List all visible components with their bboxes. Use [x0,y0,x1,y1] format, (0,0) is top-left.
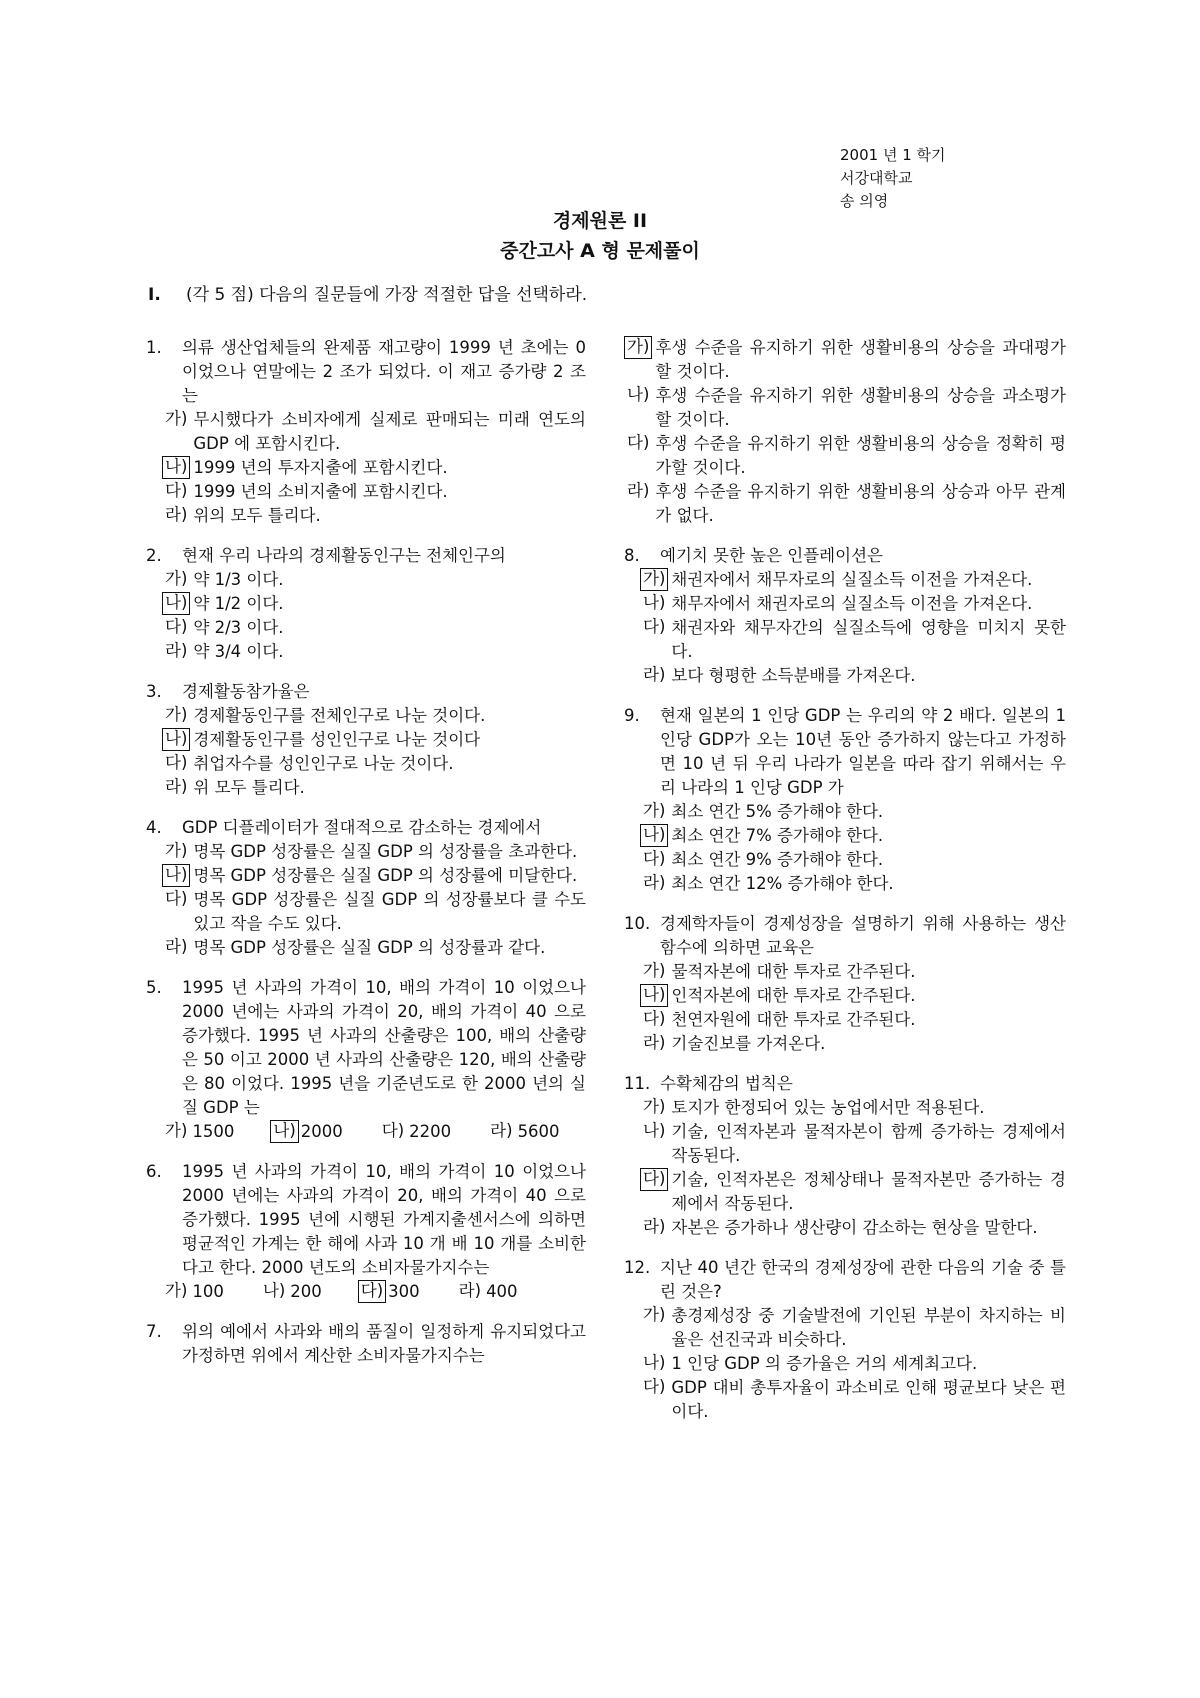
option [146,840,586,864]
option-text: 토지가 한정되어 있는 농업에서만 적용된다. [671,1098,985,1117]
option [624,1120,1066,1168]
option-mark: 다) [165,617,188,636]
option-text: 1999 년의 투자지출에 포함시킨다. [193,458,448,477]
answer-mark: 나) [162,864,190,887]
option-mark: 다) [643,1377,666,1396]
option [624,1168,1066,1216]
option-mark: 나) [262,1281,286,1300]
question-text: GDP 디플레이터가 절대적으로 감소하는 경제에서 [182,818,542,837]
option-mark: 라) [165,937,188,956]
option-text: 위 모두 틀리다. [193,778,305,797]
option-text: 위의 모두 틀리다. [193,506,321,525]
question-number: 1. [146,338,162,357]
question-number: 9. [624,706,640,725]
option [379,1120,451,1144]
question-10 [624,912,1066,960]
option-mark: 나) [627,385,650,404]
option-text: 400 [486,1282,518,1301]
option [146,776,586,800]
answer-mark: 나) [640,984,668,1007]
semester: 2001 년 1 학기 [840,146,946,164]
option [162,1120,234,1144]
option-text: 최소 연간 12% 증가해야 한다. [671,874,894,893]
option [624,616,1066,664]
option-text: 보다 형평한 소득분배를 가져온다. [671,666,916,685]
instruction-text: (각 5 점) 다음의 질문들에 가장 적절한 답을 선택하라. [186,285,588,305]
answer-mark: 나) [162,592,190,615]
option-text: 2200 [409,1122,452,1141]
option-mark: 가) [643,801,666,820]
option [146,888,586,936]
question-1 [146,336,586,408]
option [624,984,1066,1008]
option-mark: 다) [381,1121,405,1140]
option [146,504,586,528]
option-text: 자본은 증가하나 생산량이 감소하는 현상을 말한다. [671,1218,1038,1237]
question-number: 5. [146,978,162,997]
question-3 [146,680,586,704]
option-text: 100 [192,1282,224,1301]
question-5 [146,976,586,1120]
option [146,568,586,592]
question-text: 현재 일본의 1 인당 GDP 는 우리의 약 2 배다. 일본의 1인당 GDP가 오는 10년 동안 증가하지 않는다고 가정하면 10 년 뒤 우리 나라가 일본을 따라 잡기 위해서는 우리 나라의 1 인당 GDP 가 [660,706,1066,797]
option [624,1216,1066,1240]
option-text: 후생 수준을 유지하기 위한 생활비용의 상승을 정확히 평가할 것이다. [655,434,1066,477]
option-mark: 나) [643,593,666,612]
option [487,1120,559,1144]
question-number: 11. [624,1074,651,1093]
option [146,408,586,456]
course-header [840,144,946,213]
option-text: 채권자와 채무자간의 실질소득에 영향을 미치지 못한다. [671,618,1066,661]
option-text: 후생 수준을 유지하기 위한 생활비용의 상승을 과대평가할 것이다. [655,338,1066,381]
option-mark: 라) [643,1033,666,1052]
option-text: 2000 [300,1122,343,1141]
option-mark: 가) [165,705,188,724]
question-text: 1995 년 사과의 가격이 10, 배의 가격이 10 이었으나 2000 년에는 사과의 가격이 20, 배의 가격이 40 으로 증가했다. 1995 년 사과의 산출량은 100, 배의 산출량은 50 이고 2000 년 사과의 산출량은 120, 배의 산출량은 80 이었다. 1995 년을 기준년도로 한 2000 년의 실질 GDP 는 [182,978,586,1117]
option [624,824,1066,848]
option-mark: 다) [643,1009,666,1028]
option [624,336,1066,384]
option-text: 무시했다가 소비자에게 실제로 판매되는 미래 연도의 GDP 에 포함시킨다. [193,410,586,453]
option [624,592,1066,616]
option [456,1280,518,1304]
option [624,432,1066,480]
question-number: 3. [146,682,162,701]
option [624,960,1066,984]
title-line-2: 중간고사 A 형 문제풀이 [500,240,700,262]
option-text: 최소 연간 9% 증가해야 한다. [671,850,884,869]
option [624,1032,1066,1056]
question-text: 경제학자들이 경제성장을 설명하기 위해 사용하는 생산함수에 의하면 교육은 [660,914,1066,957]
question-number: 8. [624,546,640,565]
option-text: 취업자수를 성인인구로 나눈 것이다. [193,754,454,773]
question-4 [146,816,586,840]
question-9 [624,704,1066,800]
option-mark: 다) [643,849,666,868]
option [624,1008,1066,1032]
option [624,1304,1066,1352]
question-6 [146,1160,586,1280]
option-text: 인적자본에 대한 투자로 간주된다. [671,986,916,1005]
answer-mark: 가) [624,336,652,359]
question-text: 1995 년 사과의 가격이 10, 배의 가격이 10 이었으나 2000 년에는 사과의 가격이 20, 배의 가격이 40 으로 증가했다. 1995 년에 시행된 가계지출센서스에 의하면 평균적인 가계는 한 해에 사과 10 개 배 10 개를 소비한다고 한다. 2000 년도의 소비자물가지수는 [182,1162,586,1277]
option-text: 명목 GDP 성장률은 실질 GDP 의 성장률보다 클 수도 있고 작을 수도 있다. [193,890,586,933]
option [624,1096,1066,1120]
option-mark: 라) [165,641,188,660]
answer-mark: 가) [640,568,668,591]
option [146,728,586,752]
option-text: 약 2/3 이다. [193,618,284,637]
option-mark: 가) [643,1097,666,1116]
option [624,664,1066,688]
option-text: 약 1/2 이다. [193,594,284,613]
option-text: 후생 수준을 유지하기 위한 생활비용의 상승과 아무 관계가 없다. [655,482,1066,525]
question-text: 현재 우리 나라의 경제활동인구는 전체인구의 [182,546,506,565]
option-text: GDP 대비 총투자율이 과소비로 인해 평균보다 낮은 편이다. [671,1378,1066,1421]
option [624,384,1066,432]
option-text: 약 3/4 이다. [193,642,284,661]
right-column [624,336,1066,1424]
option-text: 기술, 인적자본과 물적자본이 함께 증가하는 경제에서 작동된다. [671,1122,1066,1165]
option-text: 물적자본에 대한 투자로 간주된다. [671,962,916,981]
option [624,480,1066,528]
option-mark: 가) [643,1305,666,1324]
option-mark: 나) [643,1121,666,1140]
question-text: 경제활동참가율은 [182,682,310,701]
option-mark: 가) [165,569,188,588]
option-text: 기술, 인적자본은 정체상태나 물적자본만 증가하는 경제에서 작동된다. [671,1170,1066,1213]
question-2 [146,544,586,568]
section-number: I. [148,285,161,305]
document-title [0,206,1200,266]
question-number: 10. [624,914,651,933]
question-text: 지난 40 년간 한국의 경제성장에 관한 다음의 기술 중 틀린 것은? [660,1258,1066,1301]
option-text: 채권자에서 채무자로의 실질소득 이전을 가져온다. [671,570,1033,589]
option-text: 기술진보를 가져온다. [671,1034,826,1053]
option-text: 최소 연간 5% 증가해야 한다. [671,802,884,821]
option [162,1280,224,1304]
option [624,872,1066,896]
option-text: 천연자원에 대한 투자로 간주된다. [671,1010,916,1029]
option-text: 경제활동인구를 전체인구로 나눈 것이다. [193,706,486,725]
answer-mark: 나) [270,1120,298,1143]
option-mark: 라) [165,777,188,796]
option [260,1280,322,1304]
left-column [146,336,586,1368]
answer-mark: 나) [162,728,190,751]
option-text: 약 1/3 이다. [193,570,284,589]
option-mark: 다) [165,889,188,908]
option [624,1352,1066,1376]
author: 송 의영 [840,192,889,210]
question-number: 4. [146,818,162,837]
option-text: 후생 수준을 유지하기 위한 생활비용의 상승을 과소평가할 것이다. [655,386,1066,429]
option-mark: 나) [643,1353,666,1372]
option [146,592,586,616]
question-text: 의류 생산업체들의 완제품 재고량이 1999 년 초에는 0 이었으나 연말에는 2 조가 되었다. 이 재고 증가량 2 조는 [182,338,586,405]
option [146,640,586,664]
option [146,616,586,640]
option-text: 명목 GDP 성장률은 실질 GDP 의 성장률을 초과한다. [193,842,578,861]
option-mark: 가) [643,961,666,980]
option-mark: 라) [643,1217,666,1236]
option-mark: 라) [458,1281,482,1300]
answer-mark: 다) [358,1280,386,1303]
option [270,1120,342,1144]
option [146,456,586,480]
question-number: 2. [146,546,162,565]
option-text: 1500 [192,1122,235,1141]
question-number: 12. [624,1258,651,1277]
answer-mark: 다) [640,1168,668,1191]
question-7 [146,1320,586,1368]
option-text: 1999 년의 소비지출에 포함시킨다. [193,482,448,501]
option [146,480,586,504]
question-11 [624,1072,1066,1096]
option [624,800,1066,824]
option-mark: 라) [490,1121,513,1140]
option-text: 5600 [517,1122,560,1141]
instruction [148,283,587,307]
option-mark: 다) [165,753,188,772]
option [624,1376,1066,1424]
university: 서강대학교 [840,169,913,187]
option-mark: 라) [627,481,650,500]
option-row [146,1120,586,1144]
option-mark: 가) [165,409,188,428]
option-text: 200 [290,1282,322,1301]
option-mark: 다) [643,617,666,636]
option-row [146,1280,586,1304]
question-text: 예기치 못한 높은 인플레이션은 [660,546,883,565]
option [624,568,1066,592]
option-text: 명목 GDP 성장률은 실질 GDP 의 성장률에 미달한다. [193,866,578,885]
option [146,864,586,888]
question-12 [624,1256,1066,1304]
option-text: 총경제성장 중 기술발전에 기인된 부분이 차지하는 비율은 선진국과 비슷하다. [671,1306,1066,1349]
title-line-1: 경제원론 II [552,210,648,232]
option-text: 최소 연간 7% 증가해야 한다. [671,826,884,845]
option-mark: 라) [165,505,188,524]
option-mark: 가) [165,1281,188,1300]
question-number: 7. [146,1322,162,1341]
option-mark: 다) [627,433,650,452]
answer-mark: 나) [162,456,190,479]
option-text: 경제활동인구를 성인인구로 나눈 것이다 [193,730,481,749]
question-number: 6. [146,1162,162,1181]
option-mark: 가) [165,1121,188,1140]
option [358,1280,420,1304]
option-text: 채무자에서 채권자로의 실질소득 이전을 가져온다. [671,594,1033,613]
option-text: 1 인당 GDP 의 증가율은 거의 세계최고다. [671,1354,978,1373]
question-text: 위의 예에서 사과와 배의 품질이 일정하게 유지되었다고 가정하면 위에서 계산한 소비자물가지수는 [182,1322,586,1365]
option [624,848,1066,872]
answer-mark: 나) [640,824,668,847]
option [146,936,586,960]
option-mark: 다) [165,481,188,500]
option-mark: 라) [643,873,666,892]
question-text: 수확체감의 법칙은 [660,1074,793,1093]
option-mark: 라) [643,665,666,684]
option-mark: 가) [165,841,188,860]
option [146,752,586,776]
option-text: 300 [388,1282,420,1301]
question-8 [624,544,1066,568]
option [146,704,586,728]
option-text: 명목 GDP 성장률은 실질 GDP 의 성장률과 같다. [193,938,546,957]
